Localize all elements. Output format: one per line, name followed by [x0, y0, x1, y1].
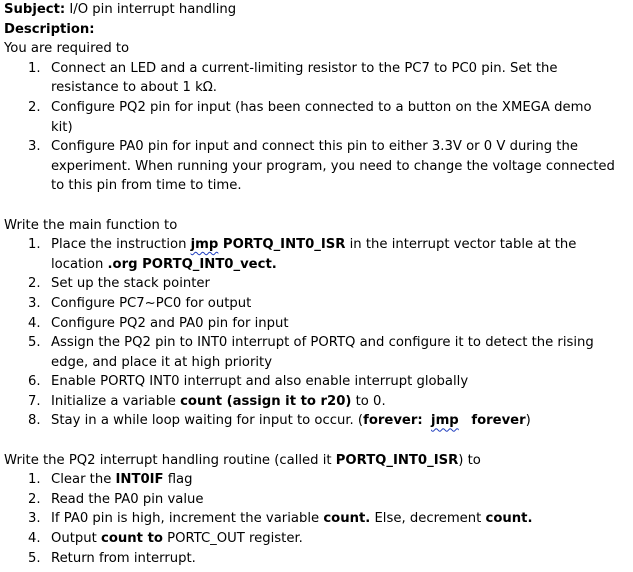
list-item: 1. Place the instruction jmp PORTQ_INT0_ISR in the interrupt vector table at the location .org PORTQ_INT0_vect.: [28, 237, 577, 272]
list-item: 2. Configure PQ2 pin for input (has been connected to a button on the XMEGA demo kit): [28, 99, 592, 135]
main-list: [4, 235, 633, 431]
spellcheck-word: jmp: [431, 413, 459, 429]
list-item: 3. If PA0 pin is high, increment the variable count. Else, decrement count.: [28, 511, 533, 527]
intro-text: You are required to: [4, 41, 130, 57]
isr-list: [4, 470, 633, 568]
list-item: 5. Return from interrupt.: [28, 550, 196, 566]
list-item: 6. Enable PORTQ INT0 interrupt and also enable interrupt globally: [28, 374, 469, 390]
list-item: 2. Set up the stack pointer: [28, 276, 210, 292]
spacer: [4, 196, 633, 216]
list-item: 1. Connect an LED and a current-limiting resistor to the PC7 to PC0 pin. Set the resistance to about 1 kΩ.: [28, 60, 558, 96]
list-item: 4. Output count to PORTC_OUT register.: [28, 531, 303, 547]
subject-value: I/O pin interrupt handling: [69, 2, 237, 17]
list-item: 2. Read the PA0 pin value: [28, 491, 204, 507]
spacer: [4, 431, 633, 451]
main-heading: Write the main function to: [4, 217, 178, 233]
list-item: 4. Configure PQ2 and PA0 pin for input: [28, 315, 289, 331]
isr-heading: Write the PQ2 interrupt handling routine (called it PORTQ_INT0_ISR) to: [4, 452, 481, 468]
spellcheck-word: jmp: [190, 237, 219, 253]
list-item: 3. Configure PA0 pin for input and connect this pin to either 3.3V or 0 V during the experiment. When running your program, you need to change the voltage connected to this pin from time to time.: [28, 139, 615, 194]
subject-label: Subject:: [4, 2, 66, 17]
list-item: 3. Configure PC7~PC0 for output: [28, 295, 252, 311]
list-item: 1. Clear the INT0IF flag: [28, 472, 193, 488]
list-item: 5. Assign the PQ2 pin to INT0 interrupt of PORTQ and configure it to detect the rising edge, and place it at high priority: [28, 335, 594, 370]
description-label: Description:: [4, 21, 95, 37]
subject-line: [4, 0, 633, 20]
list-item: 7. Initialize a variable count (assign it to r20) to 0.: [28, 393, 386, 409]
setup-list: [4, 59, 633, 196]
list-item: 8. Stay in a while loop waiting for input to occur. (forever: jmp forever): [28, 413, 531, 429]
